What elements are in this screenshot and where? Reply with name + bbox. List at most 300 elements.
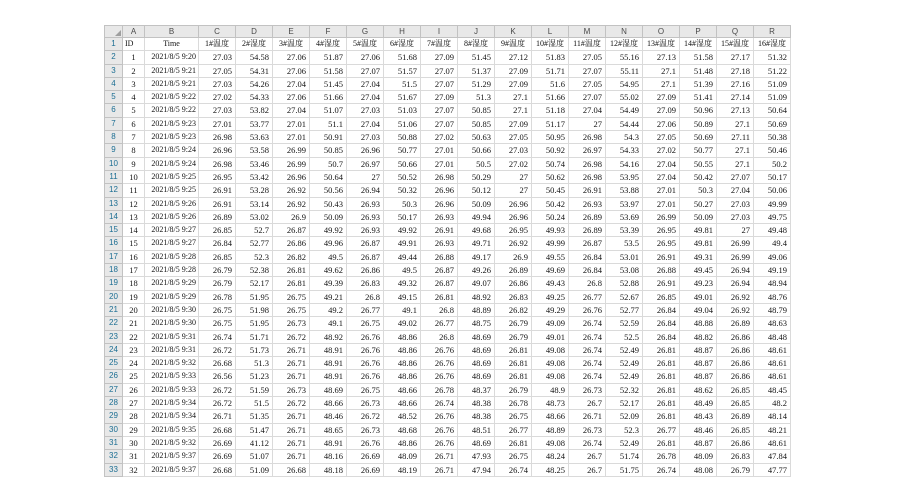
cell-I33[interactable]: 26.71 (421, 463, 458, 476)
column-header-E[interactable]: E (273, 26, 310, 38)
cell-C20[interactable]: 26.78 (199, 290, 236, 303)
cell-O26[interactable]: 26.81 (643, 370, 680, 383)
cell-N33[interactable]: 51.75 (606, 463, 643, 476)
cell-M28[interactable]: 26.7 (569, 397, 606, 410)
cell-E20[interactable]: 26.75 (273, 290, 310, 303)
cell-M18[interactable]: 26.84 (569, 264, 606, 277)
cell-C30[interactable]: 26.68 (199, 423, 236, 436)
cell-I15[interactable]: 26.91 (421, 224, 458, 237)
row-header-26[interactable]: 26 (105, 370, 123, 383)
cell-N29[interactable]: 52.09 (606, 410, 643, 423)
cell-M17[interactable]: 26.84 (569, 250, 606, 263)
cell-I17[interactable]: 26.88 (421, 250, 458, 263)
cell-K25[interactable]: 26.81 (495, 357, 532, 370)
cell-Q5[interactable]: 27.14 (717, 91, 754, 104)
column-header-G[interactable]: G (347, 26, 384, 38)
cell-D26[interactable]: 51.23 (236, 370, 273, 383)
cell-L30[interactable]: 48.89 (532, 423, 569, 436)
cell-A32[interactable]: 31 (123, 450, 145, 463)
cell-C4[interactable]: 27.03 (199, 77, 236, 90)
row-header-6[interactable]: 6 (105, 104, 123, 117)
cell-B13[interactable]: 2021/8/5 9:26 (145, 197, 199, 210)
cell-O14[interactable]: 26.99 (643, 210, 680, 223)
cell-M16[interactable]: 26.87 (569, 237, 606, 250)
cell-N25[interactable]: 52.49 (606, 357, 643, 370)
cell-E11[interactable]: 26.96 (273, 170, 310, 183)
cell-E19[interactable]: 26.81 (273, 277, 310, 290)
cell-B26[interactable]: 2021/8/5 9:33 (145, 370, 199, 383)
cell-G11[interactable]: 27 (347, 170, 384, 183)
row-header-1[interactable]: 1 (105, 38, 123, 51)
cell-F16[interactable]: 49.96 (310, 237, 347, 250)
cell-I11[interactable]: 26.98 (421, 170, 458, 183)
cell-N2[interactable]: 55.16 (606, 51, 643, 64)
cell-M23[interactable]: 26.74 (569, 330, 606, 343)
cell-E18[interactable]: 26.81 (273, 264, 310, 277)
cell-D30[interactable]: 51.47 (236, 423, 273, 436)
cell-R29[interactable]: 48.14 (754, 410, 791, 423)
cell-J2[interactable]: 51.45 (458, 51, 495, 64)
cell-K14[interactable]: 26.96 (495, 210, 532, 223)
cell-C14[interactable]: 26.89 (199, 210, 236, 223)
cell-C11[interactable]: 26.95 (199, 170, 236, 183)
cell-G28[interactable]: 26.73 (347, 397, 384, 410)
cell-B11[interactable]: 2021/8/5 9:25 (145, 170, 199, 183)
cell-F12[interactable]: 50.56 (310, 184, 347, 197)
cell-G8[interactable]: 27.03 (347, 131, 384, 144)
cell-L5[interactable]: 51.66 (532, 91, 569, 104)
cell-M30[interactable]: 26.73 (569, 423, 606, 436)
cell-H11[interactable]: 50.52 (384, 170, 421, 183)
cell-O21[interactable]: 26.84 (643, 303, 680, 316)
row-header-24[interactable]: 24 (105, 343, 123, 356)
cell-B20[interactable]: 2021/8/5 9:29 (145, 290, 199, 303)
cell-A10[interactable]: 9 (123, 157, 145, 170)
cell-N15[interactable]: 53.39 (606, 224, 643, 237)
cell-A19[interactable]: 18 (123, 277, 145, 290)
cell-L31[interactable]: 49.08 (532, 436, 569, 449)
cell-I21[interactable]: 26.8 (421, 303, 458, 316)
cell-R5[interactable]: 51.09 (754, 91, 791, 104)
cell-K4[interactable]: 27.09 (495, 77, 532, 90)
cell-B27[interactable]: 2021/8/5 9:33 (145, 383, 199, 396)
cell-B32[interactable]: 2021/8/5 9:37 (145, 450, 199, 463)
row-header-16[interactable]: 16 (105, 237, 123, 250)
cell-P16[interactable]: 49.81 (680, 237, 717, 250)
cell-I30[interactable]: 26.76 (421, 423, 458, 436)
row-header-7[interactable]: 7 (105, 117, 123, 130)
column-header-B[interactable]: B (145, 26, 199, 38)
cell-C5[interactable]: 27.02 (199, 91, 236, 104)
cell-N20[interactable]: 52.67 (606, 290, 643, 303)
cell-B23[interactable]: 2021/8/5 9:31 (145, 330, 199, 343)
cell-O29[interactable]: 26.81 (643, 410, 680, 423)
cell-F19[interactable]: 49.39 (310, 277, 347, 290)
cell-O27[interactable]: 26.81 (643, 383, 680, 396)
cell-P25[interactable]: 48.87 (680, 357, 717, 370)
cell-H15[interactable]: 49.92 (384, 224, 421, 237)
cell-F4[interactable]: 51.45 (310, 77, 347, 90)
cell-Q11[interactable]: 27.07 (717, 170, 754, 183)
cell-K12[interactable]: 27 (495, 184, 532, 197)
cell-P7[interactable]: 50.89 (680, 117, 717, 130)
column-header-F[interactable]: F (310, 26, 347, 38)
cell-I8[interactable]: 27.02 (421, 131, 458, 144)
cell-B6[interactable]: 2021/8/5 9:22 (145, 104, 199, 117)
row-header-27[interactable]: 27 (105, 383, 123, 396)
cell-L9[interactable]: 50.92 (532, 144, 569, 157)
cell-C27[interactable]: 26.72 (199, 383, 236, 396)
cell-G26[interactable]: 26.76 (347, 370, 384, 383)
cell-P4[interactable]: 51.39 (680, 77, 717, 90)
cell-G27[interactable]: 26.75 (347, 383, 384, 396)
cell-R26[interactable]: 48.61 (754, 370, 791, 383)
cell-I14[interactable]: 26.93 (421, 210, 458, 223)
cell-H10[interactable]: 50.66 (384, 157, 421, 170)
cell-E33[interactable]: 26.68 (273, 463, 310, 476)
cell-E27[interactable]: 26.73 (273, 383, 310, 396)
cell-D31[interactable]: 41.12 (236, 436, 273, 449)
cell-D7[interactable]: 53.77 (236, 117, 273, 130)
cell-M14[interactable]: 26.89 (569, 210, 606, 223)
cell-D20[interactable]: 51.95 (236, 290, 273, 303)
row-header-20[interactable]: 20 (105, 290, 123, 303)
cell-N11[interactable]: 53.95 (606, 170, 643, 183)
cell-G33[interactable]: 26.69 (347, 463, 384, 476)
cell-F7[interactable]: 51.1 (310, 117, 347, 130)
cell-D1[interactable]: 2#湿度 (236, 38, 273, 51)
cell-J23[interactable]: 48.69 (458, 330, 495, 343)
cell-Q25[interactable]: 26.86 (717, 357, 754, 370)
row-header-31[interactable]: 31 (105, 436, 123, 449)
cell-C32[interactable]: 26.69 (199, 450, 236, 463)
cell-A27[interactable]: 26 (123, 383, 145, 396)
cell-O30[interactable]: 26.77 (643, 423, 680, 436)
cell-P10[interactable]: 50.55 (680, 157, 717, 170)
cell-B19[interactable]: 2021/8/5 9:29 (145, 277, 199, 290)
cell-N24[interactable]: 52.49 (606, 343, 643, 356)
cell-Q12[interactable]: 27.04 (717, 184, 754, 197)
cell-F28[interactable]: 48.66 (310, 397, 347, 410)
cell-O8[interactable]: 27.05 (643, 131, 680, 144)
cell-H31[interactable]: 48.86 (384, 436, 421, 449)
cell-J10[interactable]: 50.5 (458, 157, 495, 170)
cell-I5[interactable]: 27.09 (421, 91, 458, 104)
cell-N6[interactable]: 54.49 (606, 104, 643, 117)
cell-A12[interactable]: 11 (123, 184, 145, 197)
cell-H21[interactable]: 49.1 (384, 303, 421, 316)
cell-J30[interactable]: 48.51 (458, 423, 495, 436)
cell-C3[interactable]: 27.05 (199, 64, 236, 77)
cell-H13[interactable]: 50.3 (384, 197, 421, 210)
cell-R13[interactable]: 49.99 (754, 197, 791, 210)
cell-K17[interactable]: 26.9 (495, 250, 532, 263)
cell-E25[interactable]: 26.71 (273, 357, 310, 370)
cell-L19[interactable]: 49.43 (532, 277, 569, 290)
cell-K6[interactable]: 27.1 (495, 104, 532, 117)
cell-C29[interactable]: 26.71 (199, 410, 236, 423)
cell-G25[interactable]: 26.76 (347, 357, 384, 370)
cell-E29[interactable]: 26.71 (273, 410, 310, 423)
cell-P1[interactable]: 14#湿度 (680, 38, 717, 51)
cell-P30[interactable]: 48.46 (680, 423, 717, 436)
cell-M31[interactable]: 26.74 (569, 436, 606, 449)
cell-G16[interactable]: 26.87 (347, 237, 384, 250)
cell-E30[interactable]: 26.71 (273, 423, 310, 436)
column-header-L[interactable]: L (532, 26, 569, 38)
cell-J8[interactable]: 50.63 (458, 131, 495, 144)
cell-N32[interactable]: 51.74 (606, 450, 643, 463)
cell-H26[interactable]: 48.86 (384, 370, 421, 383)
cell-N17[interactable]: 53.01 (606, 250, 643, 263)
cell-P23[interactable]: 48.82 (680, 330, 717, 343)
cell-I3[interactable]: 27.07 (421, 64, 458, 77)
cell-E15[interactable]: 26.87 (273, 224, 310, 237)
cell-D19[interactable]: 52.17 (236, 277, 273, 290)
cell-F25[interactable]: 48.91 (310, 357, 347, 370)
cell-E13[interactable]: 26.92 (273, 197, 310, 210)
cell-Q30[interactable]: 26.85 (717, 423, 754, 436)
cell-E1[interactable]: 3#温度 (273, 38, 310, 51)
row-header-11[interactable]: 11 (105, 170, 123, 183)
cell-L8[interactable]: 50.95 (532, 131, 569, 144)
cell-L14[interactable]: 50.24 (532, 210, 569, 223)
cell-A17[interactable]: 16 (123, 250, 145, 263)
cell-Q4[interactable]: 27.16 (717, 77, 754, 90)
cell-N4[interactable]: 54.95 (606, 77, 643, 90)
cell-R24[interactable]: 48.61 (754, 343, 791, 356)
cell-R6[interactable]: 50.64 (754, 104, 791, 117)
cell-L18[interactable]: 49.69 (532, 264, 569, 277)
cell-O13[interactable]: 27.01 (643, 197, 680, 210)
cell-G2[interactable]: 27.06 (347, 51, 384, 64)
cell-P21[interactable]: 49.04 (680, 303, 717, 316)
cell-R7[interactable]: 50.69 (754, 117, 791, 130)
cell-E3[interactable]: 27.06 (273, 64, 310, 77)
cell-N31[interactable]: 52.49 (606, 436, 643, 449)
cell-R10[interactable]: 50.2 (754, 157, 791, 170)
cell-J26[interactable]: 48.69 (458, 370, 495, 383)
cell-G20[interactable]: 26.8 (347, 290, 384, 303)
cell-P20[interactable]: 49.01 (680, 290, 717, 303)
cell-A22[interactable]: 21 (123, 317, 145, 330)
cell-K23[interactable]: 26.79 (495, 330, 532, 343)
cell-K30[interactable]: 26.77 (495, 423, 532, 436)
cell-N8[interactable]: 54.3 (606, 131, 643, 144)
cell-G21[interactable]: 26.77 (347, 303, 384, 316)
cell-A1[interactable]: ID (123, 38, 145, 51)
cell-O15[interactable]: 26.95 (643, 224, 680, 237)
cell-B5[interactable]: 2021/8/5 9:22 (145, 91, 199, 104)
row-header-14[interactable]: 14 (105, 210, 123, 223)
cell-E32[interactable]: 26.71 (273, 450, 310, 463)
cell-D10[interactable]: 53.46 (236, 157, 273, 170)
cell-L15[interactable]: 49.93 (532, 224, 569, 237)
cell-G6[interactable]: 27.03 (347, 104, 384, 117)
cell-K7[interactable]: 27.09 (495, 117, 532, 130)
cell-J11[interactable]: 50.29 (458, 170, 495, 183)
cell-M29[interactable]: 26.71 (569, 410, 606, 423)
cell-J13[interactable]: 50.09 (458, 197, 495, 210)
cell-O33[interactable]: 26.74 (643, 463, 680, 476)
cell-K33[interactable]: 26.74 (495, 463, 532, 476)
cell-C33[interactable]: 26.68 (199, 463, 236, 476)
cell-N14[interactable]: 53.69 (606, 210, 643, 223)
cell-G24[interactable]: 26.76 (347, 343, 384, 356)
cell-D3[interactable]: 54.31 (236, 64, 273, 77)
cell-O20[interactable]: 26.85 (643, 290, 680, 303)
cell-H16[interactable]: 49.91 (384, 237, 421, 250)
cell-G18[interactable]: 26.86 (347, 264, 384, 277)
cell-F11[interactable]: 50.64 (310, 170, 347, 183)
cell-O9[interactable]: 27.02 (643, 144, 680, 157)
cell-Q14[interactable]: 27.03 (717, 210, 754, 223)
cell-E9[interactable]: 26.99 (273, 144, 310, 157)
cell-A7[interactable]: 6 (123, 117, 145, 130)
cell-O28[interactable]: 26.81 (643, 397, 680, 410)
cell-C23[interactable]: 26.74 (199, 330, 236, 343)
cell-N30[interactable]: 52.3 (606, 423, 643, 436)
cell-A18[interactable]: 17 (123, 264, 145, 277)
cell-P9[interactable]: 50.77 (680, 144, 717, 157)
cell-K15[interactable]: 26.95 (495, 224, 532, 237)
row-header-29[interactable]: 29 (105, 410, 123, 423)
cell-C7[interactable]: 27.01 (199, 117, 236, 130)
row-header-9[interactable]: 9 (105, 144, 123, 157)
cell-C6[interactable]: 27.03 (199, 104, 236, 117)
cell-G3[interactable]: 27.07 (347, 64, 384, 77)
cell-M32[interactable]: 26.7 (569, 450, 606, 463)
cell-H19[interactable]: 49.32 (384, 277, 421, 290)
cell-P13[interactable]: 50.27 (680, 197, 717, 210)
cell-E28[interactable]: 26.72 (273, 397, 310, 410)
cell-B24[interactable]: 2021/8/5 9:31 (145, 343, 199, 356)
cell-I16[interactable]: 26.93 (421, 237, 458, 250)
cell-O11[interactable]: 27.04 (643, 170, 680, 183)
cell-L27[interactable]: 48.9 (532, 383, 569, 396)
cell-K28[interactable]: 26.78 (495, 397, 532, 410)
cell-L10[interactable]: 50.74 (532, 157, 569, 170)
cell-P6[interactable]: 50.96 (680, 104, 717, 117)
cell-F29[interactable]: 48.46 (310, 410, 347, 423)
cell-A4[interactable]: 3 (123, 77, 145, 90)
cell-L22[interactable]: 49.09 (532, 317, 569, 330)
cell-B9[interactable]: 2021/8/5 9:24 (145, 144, 199, 157)
cell-L28[interactable]: 48.73 (532, 397, 569, 410)
cell-R33[interactable]: 47.77 (754, 463, 791, 476)
cell-C16[interactable]: 26.84 (199, 237, 236, 250)
cell-Q2[interactable]: 27.17 (717, 51, 754, 64)
cell-O12[interactable]: 27.01 (643, 184, 680, 197)
cell-D29[interactable]: 51.35 (236, 410, 273, 423)
cell-I27[interactable]: 26.78 (421, 383, 458, 396)
cell-L13[interactable]: 50.42 (532, 197, 569, 210)
cell-B15[interactable]: 2021/8/5 9:27 (145, 224, 199, 237)
cell-Q9[interactable]: 27.1 (717, 144, 754, 157)
cell-O1[interactable]: 13#温度 (643, 38, 680, 51)
cell-F23[interactable]: 48.92 (310, 330, 347, 343)
cell-F15[interactable]: 49.92 (310, 224, 347, 237)
cell-K3[interactable]: 27.09 (495, 64, 532, 77)
cell-P32[interactable]: 48.09 (680, 450, 717, 463)
cell-H28[interactable]: 48.66 (384, 397, 421, 410)
cell-L21[interactable]: 49.29 (532, 303, 569, 316)
cell-M8[interactable]: 26.98 (569, 131, 606, 144)
cell-L3[interactable]: 51.71 (532, 64, 569, 77)
cell-O24[interactable]: 26.81 (643, 343, 680, 356)
row-header-21[interactable]: 21 (105, 303, 123, 316)
cell-I13[interactable]: 26.96 (421, 197, 458, 210)
cell-M27[interactable]: 26.73 (569, 383, 606, 396)
cell-J32[interactable]: 47.93 (458, 450, 495, 463)
cell-M7[interactable]: 27 (569, 117, 606, 130)
cell-D23[interactable]: 51.71 (236, 330, 273, 343)
cell-D28[interactable]: 51.5 (236, 397, 273, 410)
cell-F21[interactable]: 49.2 (310, 303, 347, 316)
cell-I29[interactable]: 26.76 (421, 410, 458, 423)
cell-R12[interactable]: 50.06 (754, 184, 791, 197)
cell-H9[interactable]: 50.77 (384, 144, 421, 157)
cell-F6[interactable]: 51.07 (310, 104, 347, 117)
cell-A29[interactable]: 28 (123, 410, 145, 423)
cell-F10[interactable]: 50.7 (310, 157, 347, 170)
cell-L11[interactable]: 50.62 (532, 170, 569, 183)
cell-M11[interactable]: 26.98 (569, 170, 606, 183)
cell-M12[interactable]: 26.91 (569, 184, 606, 197)
column-header-H[interactable]: H (384, 26, 421, 38)
cell-G7[interactable]: 27.04 (347, 117, 384, 130)
cell-K11[interactable]: 27 (495, 170, 532, 183)
cell-N19[interactable]: 52.88 (606, 277, 643, 290)
cell-K22[interactable]: 26.79 (495, 317, 532, 330)
cell-A16[interactable]: 15 (123, 237, 145, 250)
cell-P12[interactable]: 50.3 (680, 184, 717, 197)
cell-G32[interactable]: 26.69 (347, 450, 384, 463)
cell-N16[interactable]: 53.5 (606, 237, 643, 250)
cell-M10[interactable]: 26.98 (569, 157, 606, 170)
cell-H23[interactable]: 48.86 (384, 330, 421, 343)
cell-J28[interactable]: 48.38 (458, 397, 495, 410)
cell-C9[interactable]: 26.96 (199, 144, 236, 157)
column-header-J[interactable]: J (458, 26, 495, 38)
cell-H4[interactable]: 51.5 (384, 77, 421, 90)
cell-C25[interactable]: 26.68 (199, 357, 236, 370)
cell-K29[interactable]: 26.75 (495, 410, 532, 423)
row-header-8[interactable]: 8 (105, 131, 123, 144)
cell-F30[interactable]: 48.65 (310, 423, 347, 436)
cell-B7[interactable]: 2021/8/5 9:23 (145, 117, 199, 130)
cell-M3[interactable]: 27.07 (569, 64, 606, 77)
row-header-4[interactable]: 4 (105, 77, 123, 90)
cell-J12[interactable]: 50.12 (458, 184, 495, 197)
cell-R22[interactable]: 48.63 (754, 317, 791, 330)
cell-M20[interactable]: 26.77 (569, 290, 606, 303)
cell-K20[interactable]: 26.83 (495, 290, 532, 303)
cell-L1[interactable]: 10#湿度 (532, 38, 569, 51)
cell-A24[interactable]: 23 (123, 343, 145, 356)
cell-C17[interactable]: 26.85 (199, 250, 236, 263)
cell-A30[interactable]: 29 (123, 423, 145, 436)
cell-D8[interactable]: 53.63 (236, 131, 273, 144)
cell-J22[interactable]: 48.75 (458, 317, 495, 330)
cell-D6[interactable]: 53.82 (236, 104, 273, 117)
cell-J33[interactable]: 47.94 (458, 463, 495, 476)
cell-A33[interactable]: 32 (123, 463, 145, 476)
row-header-13[interactable]: 13 (105, 197, 123, 210)
cell-M21[interactable]: 26.76 (569, 303, 606, 316)
cell-N5[interactable]: 55.02 (606, 91, 643, 104)
cell-R1[interactable]: 16#湿度 (754, 38, 791, 51)
